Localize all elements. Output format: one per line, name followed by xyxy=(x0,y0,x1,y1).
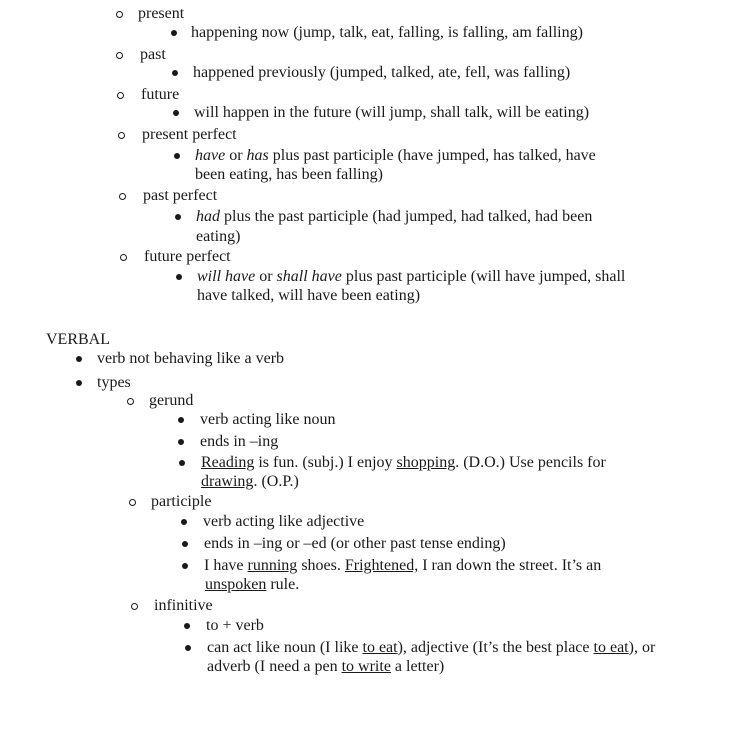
bullet-icon xyxy=(76,380,82,386)
tense-label: present perfect xyxy=(142,126,237,143)
bullet-icon xyxy=(176,274,182,280)
verbal-item: ends in –ing or –ed (or other past tense ending) xyxy=(204,535,506,552)
verbal-type-label: gerund xyxy=(149,392,194,409)
tense-detail: happened previously (jumped, talked, ate, fell, was falling) xyxy=(193,64,571,81)
verbal-example: Reading is fun. (subj.) I enjoy shopping. (D.O.) Use pencils for xyxy=(201,454,606,471)
tense-detail: will happen in the future (will jump, shall talk, will be eating) xyxy=(194,104,590,121)
verbal-example-cont: unspoken rule. xyxy=(205,576,300,593)
circle-bullet-icon xyxy=(116,52,123,59)
tense-detail: happening now (jump, talk, eat, falling, is falling, am falling) xyxy=(191,24,583,41)
section-heading-verbal: VERBAL xyxy=(46,331,110,348)
circle-bullet-icon xyxy=(118,132,125,139)
tense-label: present xyxy=(138,5,185,22)
tense-detail-cont: eating) xyxy=(196,228,241,245)
bullet-icon xyxy=(182,541,188,547)
bullet-icon xyxy=(172,70,178,76)
circle-bullet-icon xyxy=(129,499,136,506)
verbal-point: types xyxy=(97,374,131,391)
circle-bullet-icon xyxy=(119,193,126,200)
verbal-point: verb not behaving like a verb xyxy=(97,350,285,367)
tense-label: past xyxy=(140,46,166,63)
bullet-icon xyxy=(175,214,181,220)
tense-label: past perfect xyxy=(143,187,218,204)
tense-label: future xyxy=(141,86,180,103)
circle-bullet-icon xyxy=(131,603,138,610)
verbal-item: verb acting like adjective xyxy=(203,513,365,530)
bullet-icon xyxy=(182,563,188,569)
tense-detail: have or has plus past participle (have jumped, has talked, have xyxy=(195,147,596,164)
verbal-item: verb acting like noun xyxy=(200,411,336,428)
bullet-icon xyxy=(184,623,190,629)
tense-detail: had plus the past participle (had jumped, had talked, had been xyxy=(196,208,593,225)
bullet-icon xyxy=(76,356,82,362)
verbal-example: I have running shoes. Frightened, I ran down the street. It’s an xyxy=(204,557,602,574)
verbal-item: ends in –ing xyxy=(200,433,279,450)
tense-detail: will have or shall have plus past participle (will have jumped, shall xyxy=(197,268,626,285)
circle-bullet-icon xyxy=(116,11,123,18)
verbal-item: to + verb xyxy=(206,617,264,634)
verbal-example-cont: adverb (I need a pen to write a letter) xyxy=(207,658,445,675)
bullet-icon xyxy=(171,30,177,36)
bullet-icon xyxy=(173,110,179,116)
circle-bullet-icon xyxy=(127,398,134,405)
circle-bullet-icon xyxy=(117,92,124,99)
bullet-icon xyxy=(178,439,184,445)
bullet-icon xyxy=(185,645,191,651)
bullet-icon xyxy=(179,460,185,466)
verbal-example-cont: drawing. (O.P.) xyxy=(201,473,299,490)
verbal-example: can act like noun (I like to eat), adjective (It’s the best place to eat), or xyxy=(207,639,656,656)
tense-detail-cont: been eating, has been falling) xyxy=(195,166,383,183)
bullet-icon xyxy=(174,153,180,159)
bullet-icon xyxy=(178,417,184,423)
tense-label: future perfect xyxy=(144,248,231,265)
verbal-type-label: infinitive xyxy=(154,597,213,614)
bullet-icon xyxy=(181,519,187,525)
tense-detail-cont: have talked, will have been eating) xyxy=(197,287,421,304)
verbal-type-label: participle xyxy=(151,493,212,510)
circle-bullet-icon xyxy=(120,254,127,261)
